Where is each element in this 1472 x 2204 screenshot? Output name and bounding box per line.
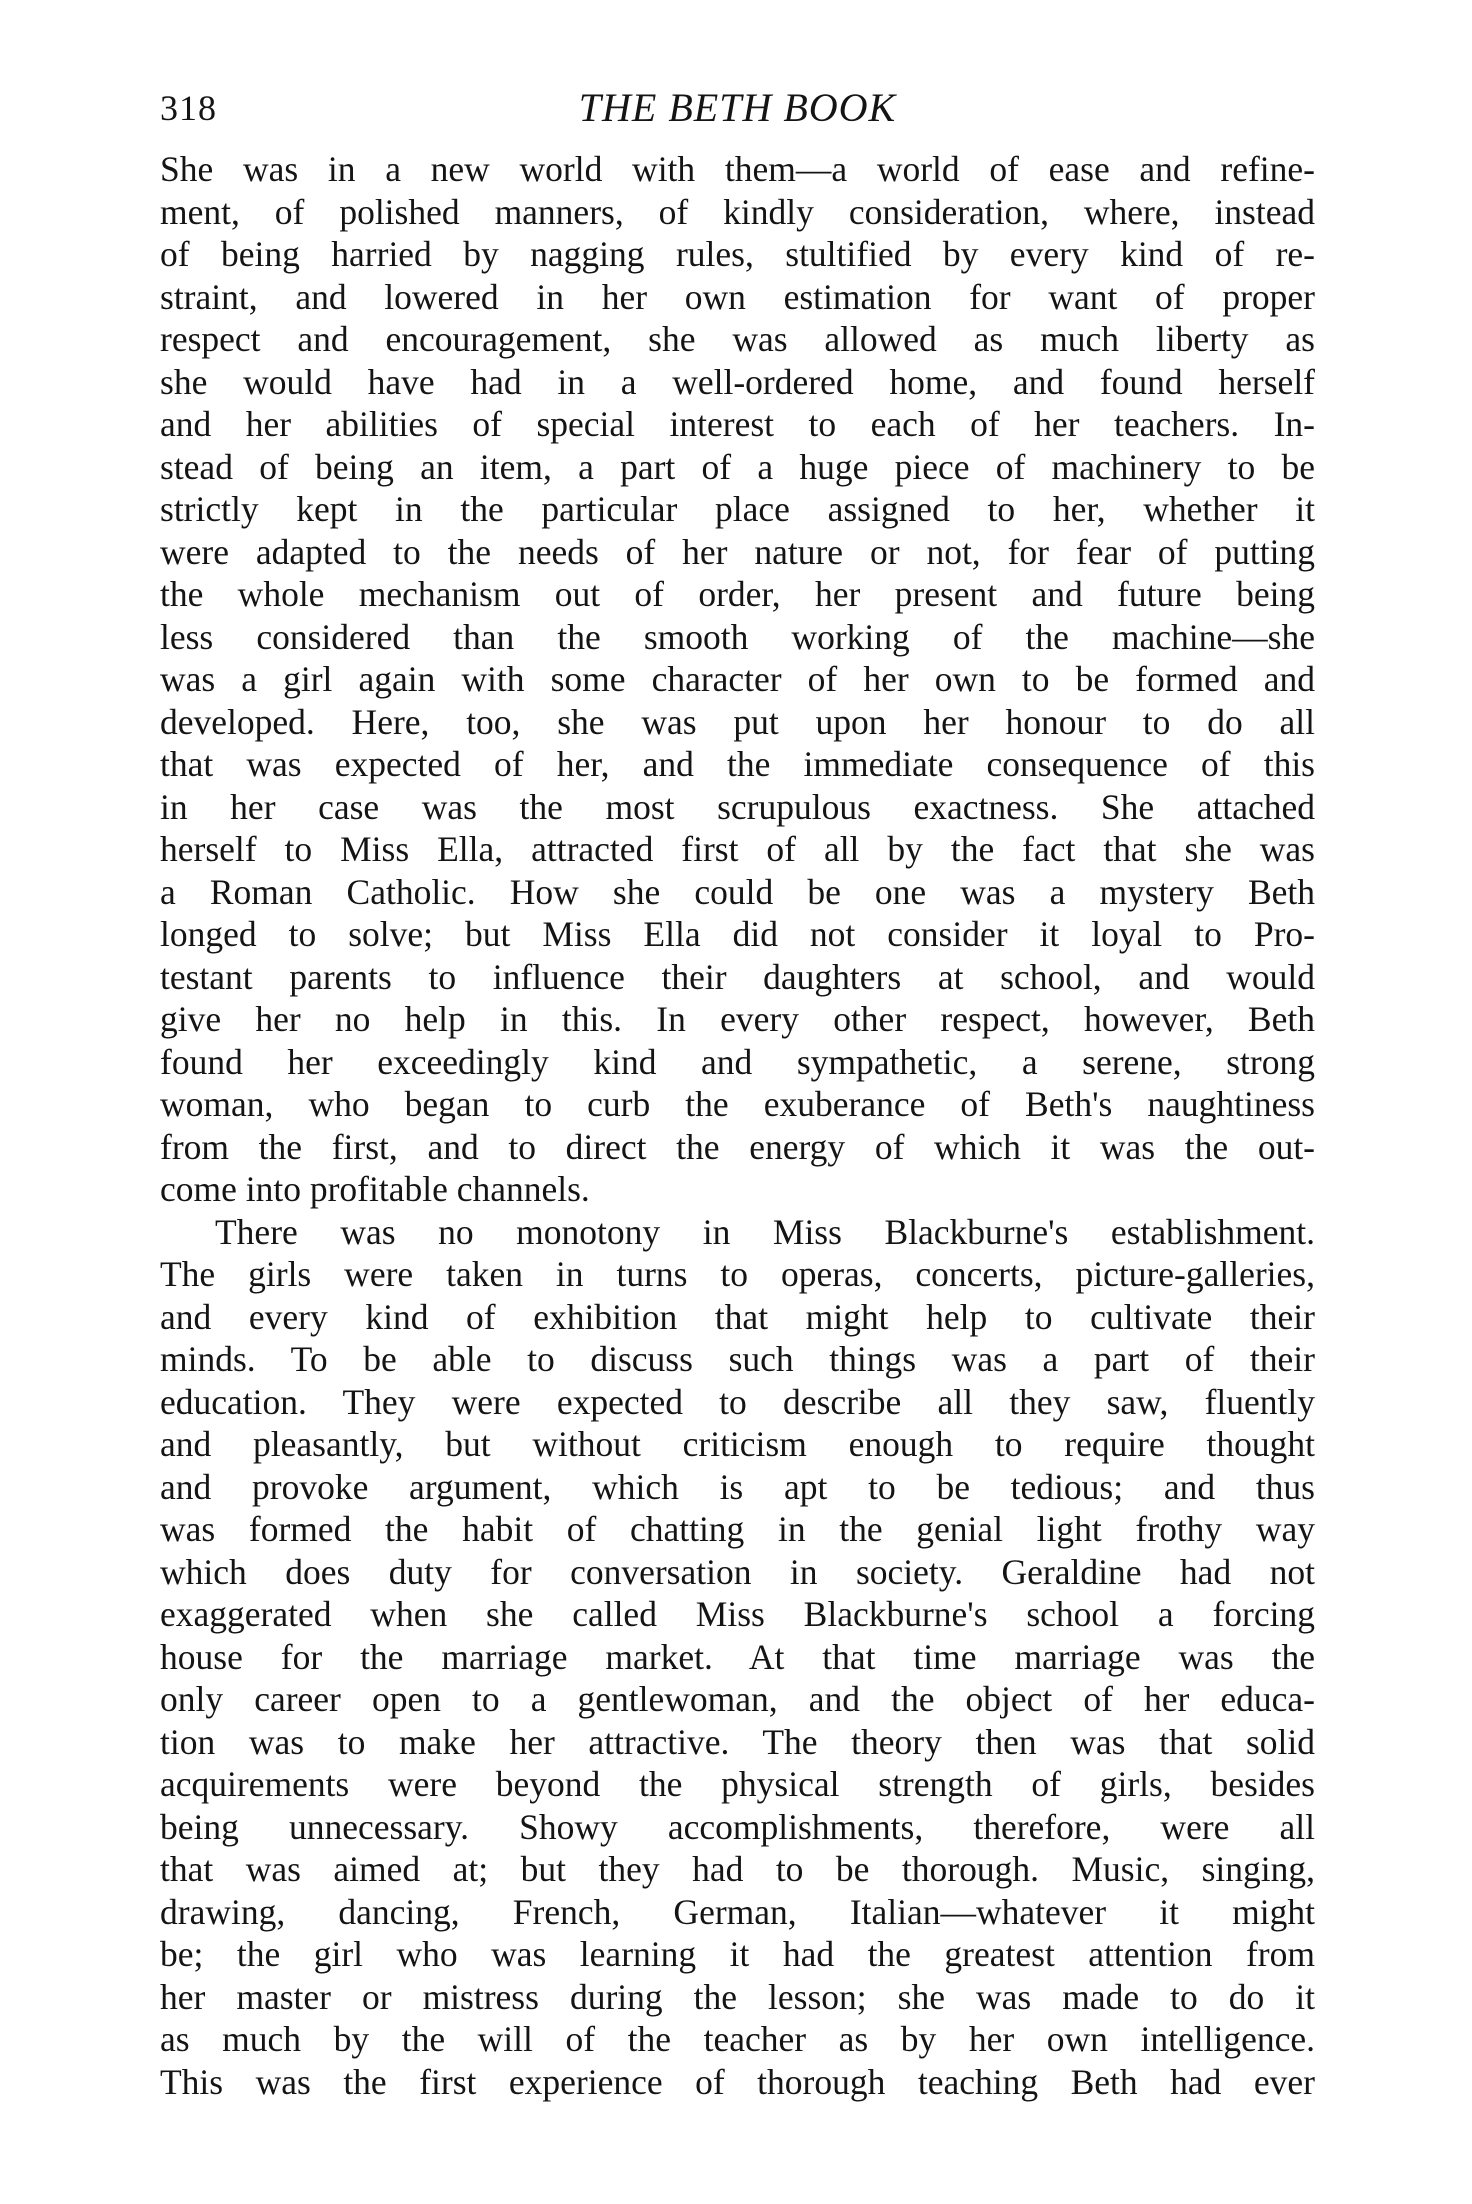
text-line: respect and encouragement, she was allowed as much liberty as [160,319,1315,359]
text-line: and every kind of exhibition that might help to cultivate their [160,1296,1315,1337]
text-line: exaggerated when she called Miss Blackburne's school a forcing [160,1594,1315,1634]
text-line: drawing, dancing, French, German, Italian—whatever it might [160,1891,1315,1932]
text-line: tion was to make her attractive. The theory then was that solid [160,1721,1315,1762]
text-line: give her no help in this. In every other respect, however, Beth [160,999,1315,1039]
text-line: her master or mistress during the lesson; she was made to do it [160,1976,1315,2017]
text-line: woman, who began to curb the exuberance of Beth's naughtiness [160,1084,1315,1124]
text-line: found her exceedingly kind and sympathetic, a serene, strong [160,1041,1315,1082]
text-line: which does duty for conversation in society. Geraldine had not [160,1551,1315,1592]
text-line: developed. Here, too, she was put upon her honour to do all [160,701,1315,742]
text-line: was formed the habit of chatting in the genial light frothy way [160,1509,1315,1549]
text-line: were adapted to the needs of her nature or not, for fear of putting [160,531,1315,572]
text-line: house for the marriage market. At that time marriage was the [160,1636,1315,1677]
paragraph-end-line: come into profitable channels. [160,1169,590,1209]
text-line: of being harried by nagging rules, stultified by every kind of re- [160,234,1315,274]
text-line: longed to solve; but Miss Ella did not consider it loyal to Pro- [160,914,1315,954]
text-line: testant parents to influence their daughters at school, and would [160,956,1315,997]
page-header [160,78,1315,138]
text-line: the whole mechanism out of order, her present and future being [160,574,1315,614]
text-line: education. They were expected to describe all they saw, fluently [160,1381,1315,1422]
body-text [160,148,1315,2103]
text-line: acquirements were beyond the physical strength of girls, besides [160,1764,1315,1804]
text-line: ment, of polished manners, of kindly consideration, where, instead [160,191,1315,232]
text-line: and pleasantly, but without criticism enough to require thought [160,1424,1315,1464]
text-line: minds. To be able to discuss such things was a part of their [160,1339,1315,1379]
text-line: from the first, and to direct the energy of which it was the out- [160,1126,1315,1167]
text-line: being unnecessary. Showy accomplishments, therefore, were all [160,1806,1315,1847]
text-line: This was the first experience of thorough teaching Beth had ever [160,2061,1315,2102]
text-line: less considered than the smooth working of the machine—she [160,616,1315,657]
text-line: a Roman Catholic. How she could be one was a mystery Beth [160,871,1315,912]
text-line: that was expected of her, and the immediate consequence of this [160,744,1315,784]
text-line: in her case was the most scrupulous exactness. She attached [160,786,1315,827]
text-line: herself to Miss Ella, attracted first of all by the fact that she was [160,829,1315,869]
text-line: strictly kept in the particular place assigned to her, whether it [160,489,1315,529]
text-line: straint, and lowered in her own estimation for want of proper [160,276,1315,317]
text-line: be; the girl who was learning it had the greatest attention from [160,1934,1315,1974]
text-line: as much by the will of the teacher as by her own intelligence. [160,2019,1315,2059]
text-line: she would have had in a well-ordered home, and found herself [160,361,1315,402]
running-title: THE BETH BOOK [578,85,897,130]
text-line: She was in a new world with them—a world of ease and refine- [160,149,1315,189]
paragraph-start-line: There was no monotony in Miss Blackburne's establishment. [215,1211,1315,1252]
text-line: was a girl again with some character of her own to be formed and [160,659,1315,699]
text-line: stead of being an item, a part of a huge piece of machinery to be [160,446,1315,487]
text-line: that was aimed at; but they had to be thorough. Music, singing, [160,1849,1315,1889]
page-number: 318 [160,88,217,128]
text-line: and provoke argument, which is apt to be tedious; and thus [160,1466,1315,1507]
text-line: only career open to a gentlewoman, and the object of her educa- [160,1679,1315,1719]
text-line: and her abilities of special interest to each of her teachers. In- [160,404,1315,444]
text-line: The girls were taken in turns to operas, concerts, picture-galleries, [160,1254,1315,1294]
